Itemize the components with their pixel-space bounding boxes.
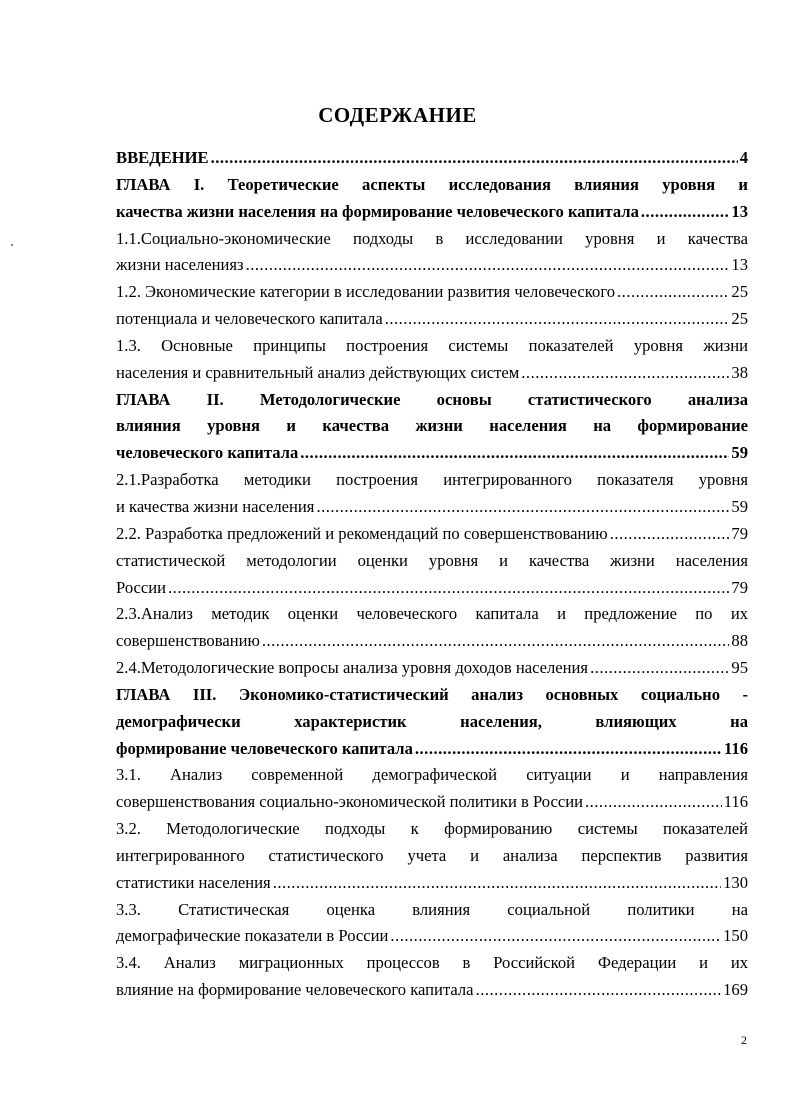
page-ref: 79 [731, 577, 748, 597]
table-of-contents [116, 145, 748, 1004]
toc-section-3-3-line-2[interactable]: демографические показатели в России ..... 150 [116, 923, 748, 950]
page-ref: 95 [731, 658, 748, 678]
page-ref: 13 [731, 201, 748, 221]
page-ref: 116 [724, 738, 748, 758]
page-title: СОДЕРЖАНИЕ [318, 103, 477, 127]
toc-section-2-2-line-3[interactable]: России ..... 79 [116, 575, 748, 602]
toc-section-2-1-line-2[interactable]: и качества жизни населения ..... 59 [116, 494, 748, 521]
toc-entry-intro[interactable]: ВВЕДЕНИЕ ..... 4 [116, 145, 748, 172]
page-ref: 169 [723, 980, 748, 1000]
toc-section-3-4-line-2[interactable]: влияние на формирование человеческого капитала ..... 169 [116, 977, 748, 1004]
toc-section-3-2-line-1[interactable]: 3.2. Методологические подходы к формированию системы показателей [116, 819, 748, 839]
toc-section-3-1-line-1[interactable]: 3.1. Анализ современной демографической ситуации и направления [116, 765, 748, 785]
page-ref: 150 [723, 926, 748, 946]
toc-section-1-1-line-1[interactable]: 1.1.Социально-экономические подходы в исследовании уровня и качества [116, 228, 748, 248]
toc-section-3-2-line-3[interactable]: статистики населения ..... 130 [116, 870, 748, 897]
toc-section-1-2-line-2[interactable]: потенциала и человеческого капитала ..... 25 [116, 306, 748, 333]
page-ref: 13 [731, 255, 748, 275]
toc-chapter-3-line-3[interactable]: формирование человеческого капитала ..... 116 [116, 736, 748, 763]
scan-speck [11, 244, 13, 246]
toc-section-2-3-line-2[interactable]: совершенствованию ..... 88 [116, 628, 748, 655]
page-ref: 59 [731, 443, 748, 463]
page-ref: 59 [731, 496, 748, 516]
toc-section-3-2-line-2[interactable]: интегрированного статистического учета и анализа перспектив развития [116, 845, 748, 865]
toc-section-2-2-line-2[interactable]: статистической методологии оценки уровня и качества жизни населения [116, 550, 748, 570]
page-number: 2 [741, 1033, 747, 1047]
toc-chapter-2-line-1[interactable]: ГЛАВА II. Методологические основы статистического анализа [116, 389, 748, 409]
toc-chapter-1-line-2[interactable]: качества жизни населения на формирование человеческого капитала ..... 13 [116, 199, 748, 226]
toc-chapter-3-line-1[interactable]: ГЛАВА III. Экономико-статистический анализ основных социально - [116, 684, 748, 704]
toc-section-1-3-line-2[interactable]: населения и сравнительный анализ действующих систем ..... 38 [116, 360, 748, 387]
toc-section-3-3-line-1[interactable]: 3.3. Статистическая оценка влияния социальной политики на [116, 899, 748, 919]
toc-section-2-1-line-1[interactable]: 2.1.Разработка методики построения интегрированного показателя уровня [116, 470, 748, 490]
page-ref: 25 [731, 309, 748, 329]
toc-section-1-1-line-2[interactable]: жизни населенияз ..... 13 [116, 252, 748, 279]
page-ref: 4 [739, 148, 748, 167]
toc-section-2-2-line-1[interactable]: 2.2. Разработка предложений и рекомендаций по совершенствованию ..... 79 [116, 521, 748, 548]
toc-chapter-2-line-2[interactable]: влияния уровня и качества жизни населения на формирование [116, 416, 748, 436]
toc-section-3-4-line-1[interactable]: 3.4. Анализ миграционных процессов в Российской Федерации и их [116, 953, 748, 973]
page-ref: 130 [723, 872, 748, 892]
page-ref: 25 [731, 282, 748, 302]
toc-section-2-3-line-1[interactable]: 2.3.Анализ методик оценки человеческого капитала и предложение по их [116, 604, 748, 624]
page-ref: 38 [731, 362, 748, 382]
toc-chapter-3-line-2[interactable]: демографически характеристик населения, влияющих на [116, 711, 748, 731]
toc-section-1-2-line-1[interactable]: 1.2. Экономические категории в исследовании развития человеческого ..... 25 [116, 279, 748, 306]
toc-chapter-1-line-1[interactable]: ГЛАВА I. Теоретические аспекты исследования влияния уровня и [116, 174, 748, 194]
page-ref: 88 [731, 631, 748, 651]
toc-section-2-4[interactable]: 2.4.Методологические вопросы анализа уровня доходов населения ..... 95 [116, 655, 748, 682]
page-ref: 116 [723, 792, 748, 812]
toc-section-3-1-line-2[interactable]: совершенствования социально-экономической политики в России ..... 116 [116, 789, 748, 816]
toc-section-1-3-line-1[interactable]: 1.3. Основные принципы построения системы показателей уровня жизни [116, 335, 748, 355]
page-ref: 79 [731, 523, 748, 543]
toc-chapter-2-line-3[interactable]: человеческого капитала ..... 59 [116, 440, 748, 467]
